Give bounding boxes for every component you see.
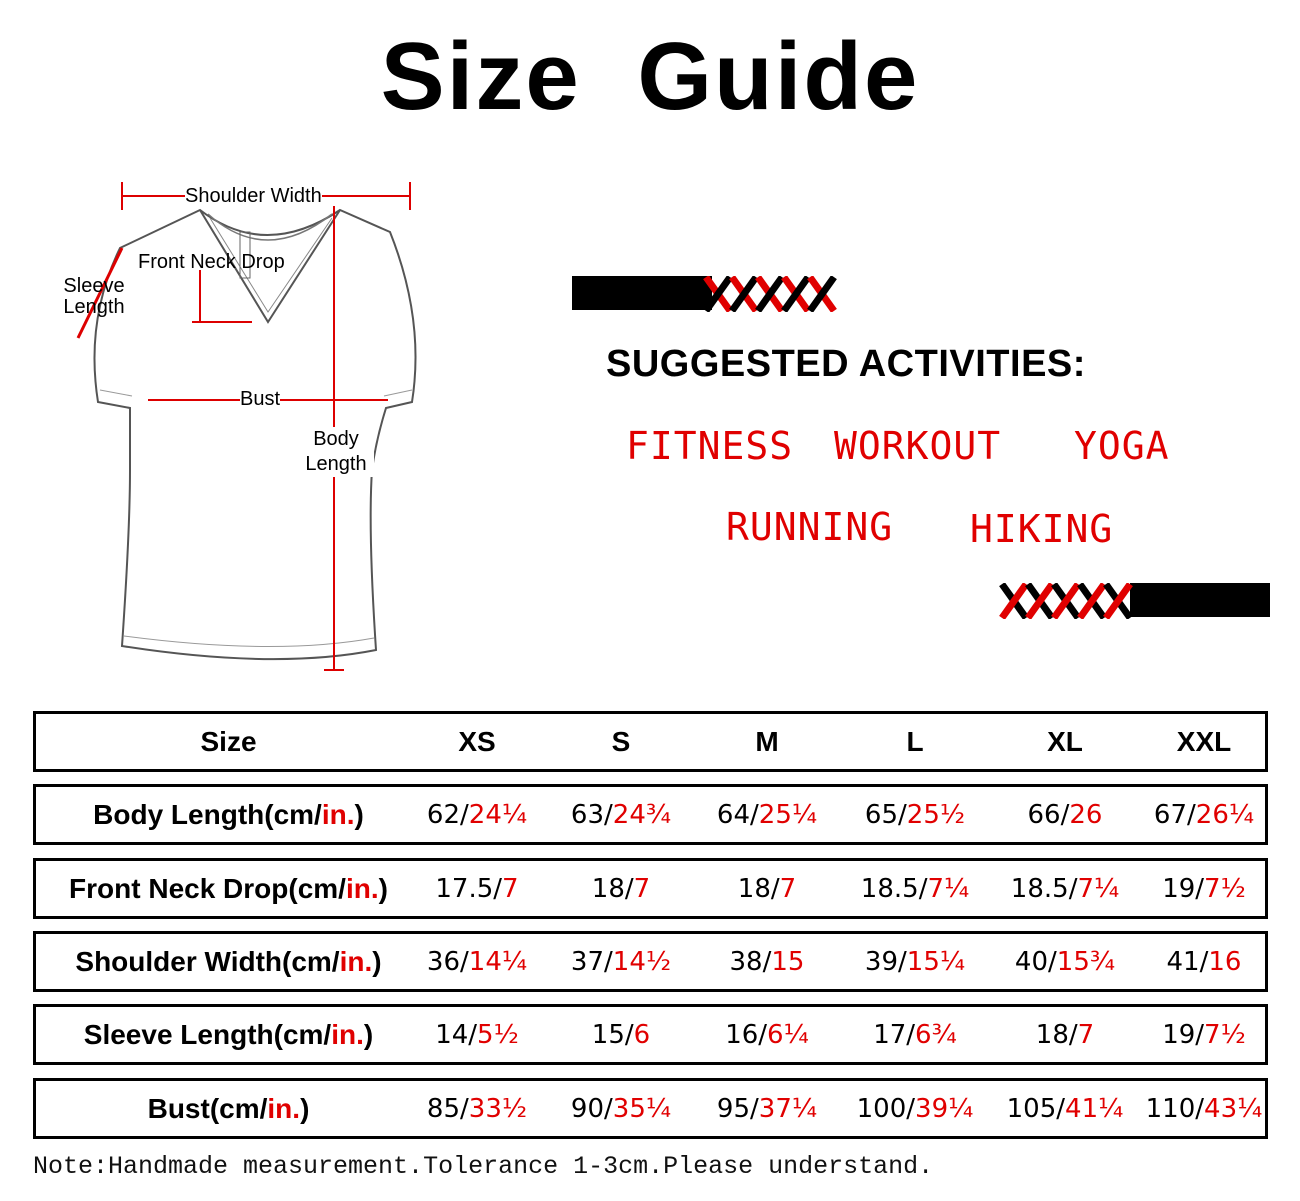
row-label-name: Bust [147,1092,210,1124]
cell-cm-value: 18 [737,873,771,904]
table-cell [1134,1007,1274,1062]
activities-heading: SUGGESTED ACTIVITIES: [606,343,1086,385]
cell-separator: / [1199,946,1209,977]
cell-separator: / [750,1093,759,1124]
activity-workout: WORKOUT [834,424,1002,468]
cell-separator: / [460,799,469,830]
cell-inch-value: 14½ [612,946,672,977]
cell-inch-value: 16 [1208,946,1242,977]
cell-separator: / [906,1093,916,1124]
cell-inch-value: 24¼ [468,799,528,830]
table-cell [1134,1081,1274,1136]
row-label [36,1081,421,1136]
table-cell [845,934,985,989]
cell-inch-value: 33½ [468,1093,528,1124]
cell-separator: / [1187,799,1196,830]
cell-separator: / [762,946,772,977]
bust-label: Bust [240,388,281,410]
cell-separator: / [493,873,503,904]
cell-separator: / [898,946,907,977]
table-cell [407,1007,547,1062]
table-cell [995,934,1135,989]
cell-inch-value: 26¼ [1195,799,1255,830]
cell-inch-value: 6¼ [767,1019,809,1050]
cell-cm-value: 19 [1162,873,1196,904]
tshirt-diagram [40,170,480,680]
cell-inch-value: 39¼ [915,1093,974,1124]
header-size-4: XL [1047,725,1083,757]
header-size-2: M [755,725,779,757]
header-size-5: XXL [1176,725,1232,757]
decorative-stitch-bar-bottom [998,583,1270,624]
cell-separator: / [468,1019,478,1050]
table-cell [551,861,691,916]
row-label-name: Shoulder Width [75,945,283,977]
cell-cm-value: 105 [1006,1093,1057,1124]
cell-separator: / [460,1093,469,1124]
cell-inch-value: 26 [1069,799,1103,830]
row-label-unit-in: in. [267,1092,301,1124]
cell-cm-value: 64 [716,799,751,830]
page-title: Size Guide [380,23,920,130]
cell-inch-value: 7¼ [927,873,970,904]
cell-separator: / [1056,1093,1066,1124]
table-cell [995,861,1135,916]
row-label-unit-suffix: ) [300,1092,310,1124]
cell-separator: / [460,946,469,977]
row-label [36,787,421,842]
row-label-name: Body Length [93,798,265,830]
cell-separator: / [1195,1019,1205,1050]
cell-cm-value: 40 [1014,946,1049,977]
table-row [33,1078,1268,1139]
cell-cm-value: 41 [1166,946,1200,977]
row-label-unit-in: in. [345,872,379,904]
table-cell [1134,787,1274,842]
cell-cm-value: 38 [729,946,763,977]
sleeve-length-label: Sleeve Length [63,275,125,318]
table-cell [1134,934,1274,989]
cell-cm-value: 85 [426,1093,461,1124]
cell-inch-value: 25¼ [758,799,818,830]
cell-separator: / [906,1019,916,1050]
activity-running: RUNNING [726,505,894,549]
table-cell [995,787,1135,842]
table-cell [551,1007,691,1062]
row-label [36,934,421,989]
cell-inch-value: 7 [1077,1019,1095,1050]
table-row [33,931,1268,992]
table-cell [697,861,837,916]
cell-separator: / [770,873,780,904]
row-label-unit-in: in. [331,1018,364,1050]
header-size-0: XS [458,725,496,757]
cell-separator: / [1060,799,1070,830]
activity-fitness: FITNESS [626,424,794,468]
cell-cm-value: 95 [716,1093,751,1124]
cell-separator: / [1048,946,1057,977]
table-cell [551,787,691,842]
row-label-unit-prefix: (cm/ [209,1092,268,1124]
table-cell [407,787,547,842]
row-label-name: Front Neck Drop [69,872,289,904]
cell-separator: / [624,1019,634,1050]
table-header-row [33,711,1268,772]
cell-inch-value: 25½ [906,799,966,830]
header-size-1: S [611,725,631,757]
table-row [33,784,1268,845]
cell-inch-value: 7 [633,873,651,904]
cell-inch-value: 43¼ [1204,1093,1263,1124]
row-label-unit-suffix: ) [378,872,388,904]
cell-cm-value: 66 [1027,799,1061,830]
cell-cm-value: 62 [426,799,461,830]
cell-separator: / [624,873,634,904]
cell-inch-value: 35¼ [612,1093,672,1124]
cell-inch-value: 7 [502,873,519,904]
table-row [33,1004,1268,1065]
cell-cm-value: 18 [1035,1019,1069,1050]
table-cell [845,1081,985,1136]
cell-separator: / [1068,873,1078,904]
table-cell [407,861,547,916]
row-label [36,861,421,916]
row-label-unit-in: in. [339,945,373,977]
cell-cm-value: 16 [725,1019,759,1050]
cell-cm-value: 19 [1162,1019,1196,1050]
row-label-unit-suffix: ) [372,945,382,977]
cell-cm-value: 67 [1153,799,1188,830]
cell-cm-value: 100 [856,1093,907,1124]
stitch-bar-icon [572,276,844,312]
body-length-label: Body Length [298,427,374,477]
stitch-bar-icon [998,583,1270,619]
table-cell [697,787,837,842]
row-label-unit-prefix: (cm/ [282,945,340,977]
cell-cm-value: 90 [570,1093,605,1124]
measurement-note: Note:Handmade measurement.Tolerance 1-3cm.Please understand. [33,1152,934,1181]
table-cell [697,934,837,989]
row-label [36,1007,421,1062]
cell-inch-value: 5½ [477,1019,519,1050]
row-label-unit-in: in. [321,798,355,830]
cell-cm-value: 39 [864,946,899,977]
cell-cm-value: 110 [1145,1093,1196,1124]
header-size-3: L [906,725,924,757]
cell-inch-value: 6¾ [915,1019,957,1050]
cell-inch-value: 24¾ [612,799,672,830]
cell-separator: / [918,873,928,904]
table-row [33,858,1268,919]
cell-inch-value: 7½ [1204,1019,1246,1050]
front-neck-drop-label: Front Neck Drop [138,251,285,273]
cell-inch-value: 7½ [1204,873,1246,904]
cell-separator: / [1195,1093,1205,1124]
cell-inch-value: 41¼ [1065,1093,1124,1124]
cell-separator: / [604,799,613,830]
cell-cm-value: 37 [570,946,605,977]
cell-inch-value: 15¼ [906,946,966,977]
table-cell [995,1081,1135,1136]
cell-separator: / [1068,1019,1078,1050]
cell-inch-value: 14¼ [468,946,528,977]
cell-cm-value: 14 [435,1019,469,1050]
cell-inch-value: 37¼ [758,1093,818,1124]
cell-cm-value: 17.5 [435,873,494,904]
cell-separator: / [1195,873,1205,904]
cell-cm-value: 65 [864,799,899,830]
row-label-unit-prefix: (cm/ [273,1018,332,1050]
table-cell [995,1007,1135,1062]
cell-inch-value: 15 [771,946,805,977]
row-label-name: Sleeve Length [83,1018,274,1050]
row-label-unit-prefix: (cm/ [264,798,322,830]
cell-separator: / [750,799,759,830]
table-cell [551,1081,691,1136]
decorative-stitch-bar-top [572,276,844,317]
cell-inch-value: 7¼ [1077,873,1120,904]
table-cell [845,1007,985,1062]
row-label-unit-suffix: ) [363,1018,374,1050]
table-cell [845,861,985,916]
cell-cm-value: 18.5 [1010,873,1069,904]
table-cell [407,934,547,989]
row-label-unit-prefix: (cm/ [288,872,346,904]
cell-inch-value: 6 [633,1019,651,1050]
cell-inch-value: 7 [779,873,797,904]
table-cell [697,1007,837,1062]
cell-cm-value: 18.5 [860,873,919,904]
activity-hiking: HIKING [970,507,1114,551]
cell-separator: / [898,799,907,830]
cell-separator: / [604,946,613,977]
shoulder-width-label: Shoulder Width [185,185,322,207]
table-cell [1134,861,1274,916]
cell-inch-value: 15¾ [1056,946,1116,977]
header-size-label: Size [200,725,257,757]
cell-separator: / [758,1019,768,1050]
table-cell [407,1081,547,1136]
cell-cm-value: 36 [426,946,461,977]
cell-cm-value: 17 [873,1019,907,1050]
cell-cm-value: 18 [591,873,625,904]
row-label-unit-suffix: ) [354,798,364,830]
table-cell [551,934,691,989]
cell-cm-value: 15 [591,1019,625,1050]
cell-separator: / [604,1093,613,1124]
activity-yoga: YOGA [1074,424,1170,468]
tshirt-outline-icon [40,170,480,680]
table-cell [845,787,985,842]
table-cell [697,1081,837,1136]
cell-cm-value: 63 [570,799,605,830]
